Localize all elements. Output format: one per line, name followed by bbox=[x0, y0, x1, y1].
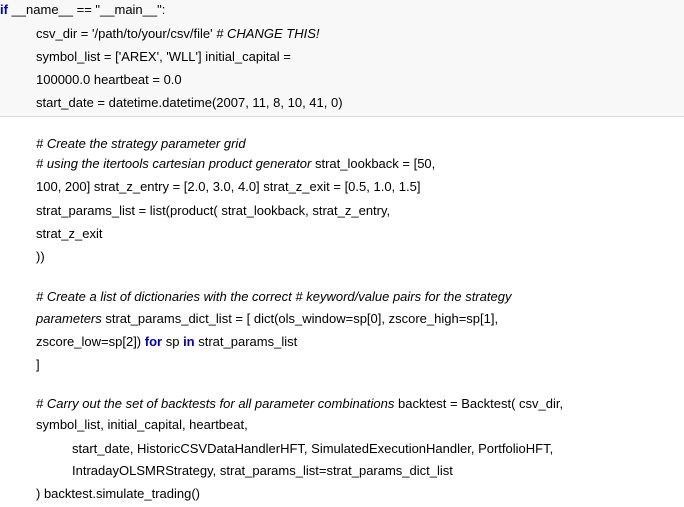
code-text: ] bbox=[36, 357, 40, 372]
code-line bbox=[36, 311, 498, 327]
code-text: sp bbox=[162, 334, 184, 349]
code-text: zscore_low=sp[2]) bbox=[36, 334, 145, 349]
code-line bbox=[36, 486, 200, 502]
code-text: strat_params_dict_list = [ dict(ols_window=sp[0], zscore_high=sp[1], bbox=[101, 311, 499, 326]
code-text: strat_params_list bbox=[194, 334, 298, 349]
code-text: ) backtest.simulate_trading() bbox=[36, 486, 201, 501]
code-line bbox=[36, 95, 343, 111]
code-text: 100, 200] strat_z_entry = [2.0, 3.0, 4.0] strat_z_exit = [0.5, 1.0, 1.5] bbox=[36, 179, 421, 194]
code-line bbox=[0, 2, 165, 18]
code-comment: # Create a list of dictionaries with the correct # keyword/value pairs for the strategy bbox=[36, 289, 512, 304]
code-text: start_date = datetime.datetime(2007, 11, 8, 10, 41, 0) bbox=[36, 95, 343, 110]
code-text: symbol_list, initial_capital, heartbeat, bbox=[36, 417, 248, 432]
code-text: start_date, HistoricCSVDataHandlerHFT, SimulatedExecutionHandler, PortfolioHFT, bbox=[72, 441, 554, 456]
code-line bbox=[36, 289, 511, 305]
code-comment: # using the itertools cartesian product generator bbox=[36, 156, 312, 171]
code-comment: # CHANGE THIS! bbox=[216, 26, 320, 41]
code-text: strat_lookback = [50, bbox=[311, 156, 436, 171]
code-text: 100000.0 heartbeat = 0.0 bbox=[36, 72, 182, 87]
code-line bbox=[36, 136, 246, 152]
code-keyword: in bbox=[183, 334, 195, 349]
code-keyword: if bbox=[0, 2, 8, 17]
code-line bbox=[72, 441, 553, 457]
code-line bbox=[36, 249, 45, 265]
code-text: symbol_list = ['AREX', 'WLL'] initial_capital = bbox=[36, 49, 291, 64]
code-line bbox=[36, 226, 102, 242]
code-keyword: for bbox=[144, 334, 163, 349]
code-comment: # Carry out the set of backtests for all parameter combinations bbox=[36, 396, 395, 411]
code-text: csv_dir = '/path/to/your/csv/file' bbox=[36, 26, 217, 41]
code-line bbox=[36, 203, 390, 219]
code-text: strat_z_exit bbox=[36, 226, 103, 241]
code-line bbox=[36, 334, 297, 350]
code-line bbox=[36, 49, 291, 65]
code-comment: # Create the strategy parameter grid bbox=[36, 136, 246, 151]
code-line bbox=[72, 463, 453, 479]
code-line bbox=[36, 26, 319, 42]
code-text: strat_params_list = list(product( strat_lookback, strat_z_entry, bbox=[36, 203, 391, 218]
code-comment: parameters bbox=[36, 311, 102, 326]
code-text: backtest = Backtest( csv_dir, bbox=[394, 396, 564, 411]
code-line bbox=[36, 72, 182, 88]
code-text: __name__ == "__main__": bbox=[7, 2, 166, 17]
code-line bbox=[36, 396, 563, 412]
code-text: IntradayOLSMRStrategy, strat_params_list=strat_params_dict_list bbox=[72, 463, 453, 478]
code-line bbox=[36, 417, 248, 433]
code-line bbox=[36, 156, 435, 172]
code-text: )) bbox=[36, 249, 45, 264]
code-line bbox=[36, 357, 40, 373]
code-line bbox=[36, 179, 420, 195]
